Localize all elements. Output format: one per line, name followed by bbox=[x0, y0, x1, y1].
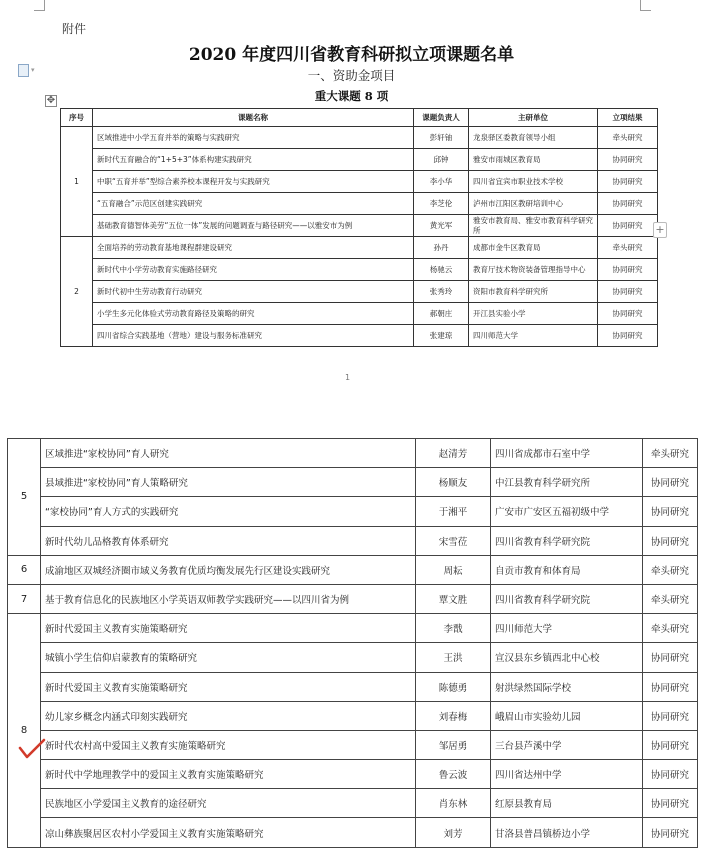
checkmark-icon bbox=[18, 738, 46, 760]
project-name-cell: 基础教育德智体美劳“五位一体”发展的问题调查与路径研究——以雅安市为例 bbox=[93, 215, 414, 237]
project-name-cell: 区域推进“家校协同”育人研究 bbox=[41, 439, 416, 468]
table-row bbox=[8, 760, 698, 789]
unit-cell: 四川师范大学 bbox=[469, 325, 598, 347]
project-name-cell: 全面培养的劳动教育基地课程群建设研究 bbox=[93, 237, 414, 259]
result-cell: 协同研究 bbox=[598, 281, 658, 303]
project-name-cell: 区域推进中小学五育并举的策略与实践研究 bbox=[93, 127, 414, 149]
result-cell: 协同研究 bbox=[643, 789, 698, 818]
project-name-cell: 四川省综合实践基地（营地）建设与服务标准研究 bbox=[93, 325, 414, 347]
table-header-row bbox=[61, 109, 658, 127]
project-name-cell: 新时代爱国主义教育实施策略研究 bbox=[41, 672, 416, 701]
project-name-cell: 县域推进“家校协同”育人策略研究 bbox=[41, 468, 416, 497]
lead-cell: 赵清芳 bbox=[416, 439, 491, 468]
lead-cell: 孙丹 bbox=[414, 237, 469, 259]
page-number: 1 bbox=[345, 373, 351, 382]
seq-cell: 1 bbox=[61, 127, 93, 237]
lead-cell: 邱钟 bbox=[414, 149, 469, 171]
unit-cell: 射洪绿然国际学校 bbox=[491, 672, 643, 701]
result-cell: 牵头研究 bbox=[643, 555, 698, 584]
result-cell: 牵头研究 bbox=[643, 439, 698, 468]
unit-cell: 泸州市江阳区教研培训中心 bbox=[469, 193, 598, 215]
table-row bbox=[8, 497, 698, 526]
project-name-cell: “五育融合”示范区创建实践研究 bbox=[93, 193, 414, 215]
result-cell: 牵头研究 bbox=[643, 614, 698, 643]
project-name-cell: 新时代初中生劳动教育行动研究 bbox=[93, 281, 414, 303]
result-cell: 协同研究 bbox=[643, 760, 698, 789]
result-cell: 协同研究 bbox=[643, 730, 698, 759]
table-move-icon[interactable]: ✥ bbox=[46, 95, 56, 106]
unit-cell: 甘洛县普昌镇桥边小学 bbox=[491, 818, 643, 847]
table-row bbox=[61, 259, 658, 281]
lead-cell: 刘春梅 bbox=[416, 701, 491, 730]
unit-cell: 峨眉山市实验幼儿园 bbox=[491, 701, 643, 730]
project-name-cell: 民族地区小学爱国主义教育的途径研究 bbox=[41, 789, 416, 818]
lead-cell: 李芝伦 bbox=[414, 193, 469, 215]
header-title: 课题名称 bbox=[93, 109, 414, 127]
unit-cell: 雅安市教育局、雅安市教育科学研究所 bbox=[469, 215, 598, 237]
table-row bbox=[61, 149, 658, 171]
lead-cell: 于湘平 bbox=[416, 497, 491, 526]
chevron-down-icon[interactable]: ▾ bbox=[31, 66, 35, 74]
table-row bbox=[8, 584, 698, 613]
table-row bbox=[61, 281, 658, 303]
unit-cell: 四川省宜宾市职业技术学校 bbox=[469, 171, 598, 193]
lead-cell: 肖东林 bbox=[416, 789, 491, 818]
project-name-cell: 新时代幼儿品格教育体系研究 bbox=[41, 526, 416, 555]
result-cell: 协同研究 bbox=[643, 526, 698, 555]
result-cell: 牵头研究 bbox=[598, 127, 658, 149]
project-name-cell: “家校协同”育人方式的实践研究 bbox=[41, 497, 416, 526]
unit-cell: 自贡市教育和体育局 bbox=[491, 555, 643, 584]
unit-cell: 红原县教育局 bbox=[491, 789, 643, 818]
seq-cell: 5 bbox=[8, 439, 41, 556]
table-row bbox=[61, 237, 658, 259]
attachment-label: 附件 bbox=[62, 22, 87, 36]
result-cell: 协同研究 bbox=[598, 193, 658, 215]
document-title: 2020 年度四川省教育科研拟立项课题名单 bbox=[188, 45, 515, 65]
project-table-continued bbox=[7, 438, 698, 848]
lead-cell: 陈德勇 bbox=[416, 672, 491, 701]
lead-cell: 邹居勇 bbox=[416, 730, 491, 759]
unit-cell: 四川省达州中学 bbox=[491, 760, 643, 789]
table-row bbox=[8, 555, 698, 584]
lead-cell: 刘芳 bbox=[416, 818, 491, 847]
project-name-cell: 小学生多元化体验式劳动教育路径及策略的研究 bbox=[93, 303, 414, 325]
result-cell: 协同研究 bbox=[643, 672, 698, 701]
unit-cell: 四川师范大学 bbox=[491, 614, 643, 643]
table-row bbox=[8, 643, 698, 672]
project-name-cell: 新时代中小学劳动教育实施路径研究 bbox=[93, 259, 414, 281]
table-row bbox=[8, 789, 698, 818]
project-name-cell: 中职“五育并举”型综合素养校本课程开发与实践研究 bbox=[93, 171, 414, 193]
table-row bbox=[8, 468, 698, 497]
table-subtitle: 重大课题 8 项 bbox=[314, 89, 389, 103]
result-cell: 协同研究 bbox=[598, 325, 658, 347]
table-row bbox=[8, 730, 698, 759]
result-cell: 协同研究 bbox=[643, 701, 698, 730]
header-seq: 序号 bbox=[61, 109, 93, 127]
result-cell: 协同研究 bbox=[643, 468, 698, 497]
lead-cell: 王洪 bbox=[416, 643, 491, 672]
table-row bbox=[61, 127, 658, 149]
seq-cell: 6 bbox=[8, 555, 41, 584]
result-cell: 牵头研究 bbox=[598, 237, 658, 259]
section-heading: 一、资助金项目 bbox=[307, 68, 396, 83]
unit-cell: 广安市广安区五福初级中学 bbox=[491, 497, 643, 526]
project-name-cell: 新时代中学地理教学中的爱国主义教育实施策略研究 bbox=[41, 760, 416, 789]
page-corner-mark bbox=[640, 0, 651, 11]
lead-cell: 黄光军 bbox=[414, 215, 469, 237]
project-name-cell: 幼儿家乡概念内涵式印刻实践研究 bbox=[41, 701, 416, 730]
result-cell: 牵头研究 bbox=[643, 584, 698, 613]
seq-cell: 8 bbox=[8, 614, 41, 848]
table-row bbox=[61, 171, 658, 193]
table-row bbox=[8, 526, 698, 555]
add-column-icon[interactable]: + bbox=[653, 222, 667, 238]
unit-cell: 四川省教育科学研究院 bbox=[491, 584, 643, 613]
table-row bbox=[8, 439, 698, 468]
seq-cell: 7 bbox=[8, 584, 41, 613]
unit-cell: 资阳市教育科学研究所 bbox=[469, 281, 598, 303]
table-row bbox=[8, 818, 698, 847]
project-name-cell: 基于教育信息化的民族地区小学英语双师教学实践研究——以四川省为例 bbox=[41, 584, 416, 613]
result-cell: 协同研究 bbox=[643, 497, 698, 526]
unit-cell: 三台县芦溪中学 bbox=[491, 730, 643, 759]
result-cell: 协同研究 bbox=[598, 149, 658, 171]
unit-cell: 宣汉县东乡镇西北中心校 bbox=[491, 643, 643, 672]
unit-cell: 龙泉驿区委教育领导小组 bbox=[469, 127, 598, 149]
result-cell: 协同研究 bbox=[598, 303, 658, 325]
project-table-top bbox=[60, 108, 658, 347]
project-name-cell: 城镇小学生信仰启蒙教育的策略研究 bbox=[41, 643, 416, 672]
project-name-cell: 新时代爱国主义教育实施策略研究 bbox=[41, 614, 416, 643]
project-name-cell: 成渝地区双城经济圈市域义务教育优质均衡发展先行区建设实践研究 bbox=[41, 555, 416, 584]
result-cell: 协同研究 bbox=[643, 818, 698, 847]
lead-cell: 张建琼 bbox=[414, 325, 469, 347]
lead-cell: 周耘 bbox=[416, 555, 491, 584]
table-row bbox=[61, 193, 658, 215]
header-result: 立项结果 bbox=[598, 109, 658, 127]
lead-cell: 张秀玲 bbox=[414, 281, 469, 303]
lead-cell: 李小华 bbox=[414, 171, 469, 193]
result-cell: 协同研究 bbox=[598, 171, 658, 193]
unit-cell: 四川省教育科学研究院 bbox=[491, 526, 643, 555]
lead-cell: 宋雪莅 bbox=[416, 526, 491, 555]
unit-cell: 四川省成都市石室中学 bbox=[491, 439, 643, 468]
table-row bbox=[61, 325, 658, 347]
project-name-cell: 新时代五育融合的“1+5+3”体系构建实践研究 bbox=[93, 149, 414, 171]
unit-cell: 成都市金牛区教育局 bbox=[469, 237, 598, 259]
lead-cell: 彭轩铀 bbox=[414, 127, 469, 149]
table-row bbox=[61, 215, 658, 237]
unit-cell: 开江县实验小学 bbox=[469, 303, 598, 325]
result-cell: 协同研究 bbox=[643, 643, 698, 672]
unit-cell: 雅安市雨城区教育局 bbox=[469, 149, 598, 171]
project-name-cell: 新时代农村高中爱国主义教育实施策略研究 bbox=[41, 730, 416, 759]
lead-cell: 郝朝庄 bbox=[414, 303, 469, 325]
lead-cell: 鲁云波 bbox=[416, 760, 491, 789]
result-cell: 协同研究 bbox=[598, 215, 658, 237]
result-cell: 协同研究 bbox=[598, 259, 658, 281]
page-corner-mark bbox=[34, 0, 45, 11]
table-row bbox=[61, 303, 658, 325]
lead-cell: 杨驰云 bbox=[414, 259, 469, 281]
page-gap bbox=[0, 400, 703, 437]
lead-cell: 杨顺友 bbox=[416, 468, 491, 497]
table-row bbox=[8, 701, 698, 730]
header-lead: 课题负责人 bbox=[414, 109, 469, 127]
unit-cell: 教育厅技术物资装备管理指导中心 bbox=[469, 259, 598, 281]
unit-cell: 中江县教育科学研究所 bbox=[491, 468, 643, 497]
lead-cell: 李戬 bbox=[416, 614, 491, 643]
table-row bbox=[8, 672, 698, 701]
header-unit: 主研单位 bbox=[469, 109, 598, 127]
lead-cell: 覃文胜 bbox=[416, 584, 491, 613]
table-row bbox=[8, 614, 698, 643]
project-name-cell: 凉山彝族聚居区农村小学爱国主义教育实施策略研究 bbox=[41, 818, 416, 847]
seq-cell: 2 bbox=[61, 237, 93, 347]
document-page bbox=[0, 0, 703, 400]
